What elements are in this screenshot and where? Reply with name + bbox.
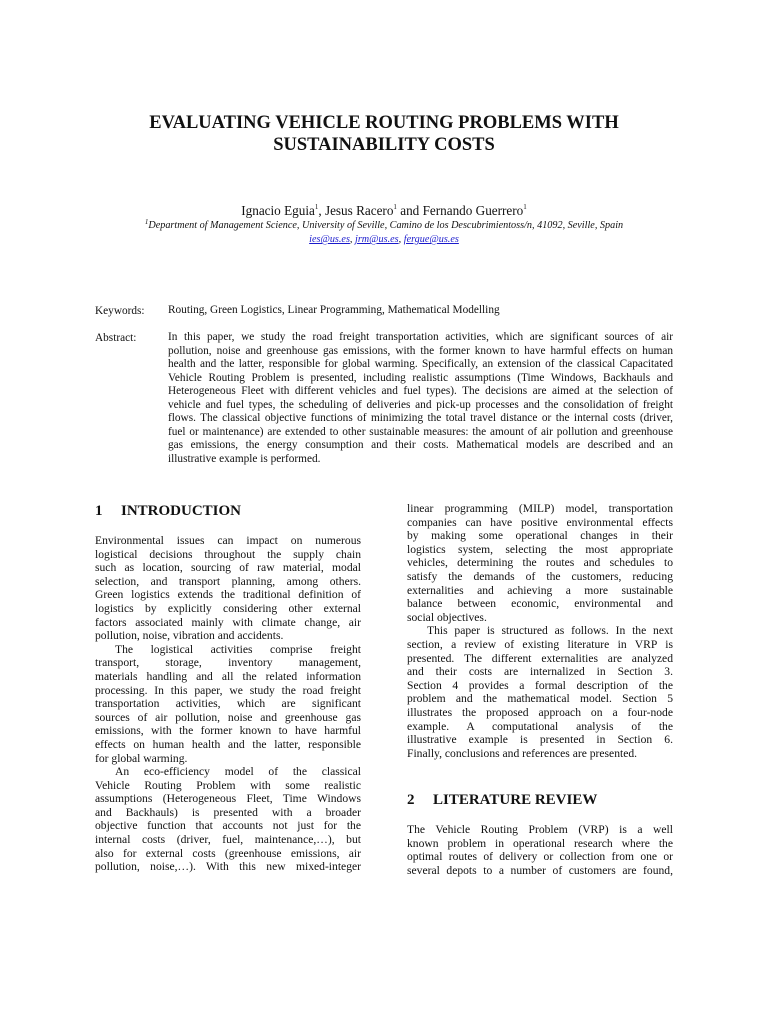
author-name: Jesus Racero — [324, 203, 394, 218]
author-separator: and — [396, 203, 423, 218]
text-line: assumptions (Heterogeneous Fleet, Time Windows — [95, 792, 361, 806]
email-link[interactable]: jrm@us.es — [355, 234, 399, 245]
text-line: and their costs are internalized in Section 3. — [407, 665, 673, 679]
text-line: Environmental issues can impact on numerous — [95, 534, 361, 547]
abstract-line: In this paper, we study the road freight transportation activities, which are significant sources of air — [168, 331, 673, 343]
text-line: satisfy the demands of the customers, reducing — [407, 569, 673, 583]
text-line: and Backhauls) is presented with a broader — [95, 805, 361, 819]
text-line: Vehicle Routing Problem with some realistic — [95, 778, 361, 792]
text-line: illustrates the proposed approach on a four-node — [407, 705, 673, 719]
text-line: presented. The different externalities are analyzed — [407, 651, 673, 665]
text-line: externalities and achieving a more sustainable — [407, 583, 673, 597]
text-line: factors associated mainly with climate change, air — [95, 615, 361, 629]
author-affil-mark: 1 — [393, 203, 397, 211]
author-affil-mark: 1 — [523, 203, 527, 211]
text-line: transport, storage, inventory management, — [95, 656, 361, 670]
text-line: selection, and transport planning, among others. — [95, 574, 361, 588]
section-heading-introduction — [95, 502, 241, 520]
literature-review-body — [407, 823, 673, 877]
text-line: pollution, noise,…). With this new mixed-integer — [95, 860, 361, 874]
text-line: logistics system, selecting the most appropriate — [407, 542, 673, 556]
author-name: Ignacio Eguia — [241, 203, 315, 218]
text-line: processing. In this paper, we study the road freight — [95, 683, 361, 697]
text-line: effects on human health and the latter, responsible — [95, 737, 361, 751]
text-line: known problem in operational research where the — [407, 836, 673, 850]
abstract-line: vehicle and fuel types, the scheduling of deliveries and pick-up processes and the consolidation of freight — [168, 398, 673, 411]
keywords-text: Routing, Green Logistics, Linear Programming, Mathematical Modelling — [168, 304, 500, 316]
text-line: also for external costs (greenhouse emissions, air — [95, 846, 361, 860]
text-line: such as location, sourcing of raw material, modal — [95, 561, 361, 575]
text-line: internal costs (driver, fuel, maintenance,…), but — [95, 833, 361, 847]
text-line: balance between economic, environmental and — [407, 597, 673, 611]
affiliation — [0, 219, 768, 233]
title-line: EVALUATING VEHICLE ROUTING PROBLEMS WITH — [149, 113, 619, 133]
abstract-line: Vehicle Routing Problem is presented, including realistic assumptions (Time Windows, Backhauls and — [168, 371, 673, 384]
text-line: pollution, noise, vibration and accidents. — [95, 629, 284, 643]
text-line: This paper is structured as follows. In the next — [427, 624, 673, 638]
abstract-text — [168, 331, 673, 466]
abstract-line: pollution, noise and greenhouse gas emissions, with the former known to have harmful effects on human — [168, 344, 673, 357]
text-line: vehicles, determining the routes and schedules to — [407, 556, 673, 570]
author-separator: , — [318, 203, 325, 218]
section-heading-literature-review — [407, 791, 597, 809]
email-list — [0, 233, 768, 247]
paper-title — [0, 112, 768, 156]
abstract-line: illustrative example is performed. — [168, 452, 321, 465]
affiliation-mark: 1 — [144, 218, 149, 226]
section-title: LITERATURE REVIEW — [433, 792, 598, 808]
email-separator: , — [398, 234, 404, 245]
title-line: SUSTAINABILITY COSTS — [273, 135, 495, 155]
text-line: Finally, conclusions and references are presented. — [407, 746, 638, 760]
text-line: Section 4 provides a formal description of the — [407, 678, 673, 692]
section-number: 2 — [407, 792, 415, 808]
text-line: social objectives. — [407, 610, 487, 624]
text-line: logistics by explicitly considering other external — [95, 601, 361, 615]
text-line: by making some operational changes in their — [407, 529, 673, 543]
text-line: Green logistics extends the traditional definition of — [95, 588, 361, 602]
email-link[interactable]: ies@us.es — [309, 234, 350, 245]
affiliation-text: Department of Management Science, University of Seville, Camino de los Descubrimientoss/n, 41092, Seville, Spain — [148, 220, 624, 231]
abstract-line: health and the latter, responsible for global warming. Specifically, an extension of the classical Capacitated — [168, 358, 673, 370]
text-line: logistical decisions throughout the supply chain — [95, 547, 361, 561]
text-line: emissions, with the former known to have harmful — [95, 724, 361, 738]
introduction-body — [95, 534, 361, 874]
text-line: materials handling and all the related information — [95, 669, 361, 683]
author-name: Fernando Guerrero — [422, 203, 524, 218]
text-line: companies can have positive environmental effects — [407, 515, 673, 529]
text-line: several depots to a number of customers are found, — [407, 863, 673, 877]
section-title: INTRODUCTION — [121, 503, 242, 519]
abstract-line: fuel or maintenance) are extended to other sustainable measures: the amount of air pollution and greenhouse — [168, 425, 673, 438]
text-line: for global warming. — [95, 751, 188, 765]
text-line: sources of air pollution, noise and greenhouse gas — [95, 710, 361, 724]
text-line: illustrative example is presented in Section 6. — [407, 733, 673, 747]
text-line: linear programming (MILP) model, transportation — [407, 502, 673, 515]
text-line: section, a review of existing literature in VRP is — [407, 637, 673, 651]
text-line: The logistical activities comprise freight — [115, 642, 361, 656]
text-line: transportation activities, which are significant — [95, 697, 361, 711]
introduction-body-continued — [407, 502, 673, 760]
text-line: An eco-efficiency model of the classical — [115, 765, 361, 779]
keywords-label: Keywords: — [95, 305, 145, 317]
text-line: objective function that accounts not just for the — [95, 819, 361, 833]
email-separator: , — [349, 234, 356, 245]
text-line: optimal routes of delivery or collection from one or — [407, 850, 673, 864]
abstract-line: gas emissions, the energy consumption and their costs. Mathematical models are described and an — [168, 439, 673, 451]
text-line: example. A computational analysis of the — [407, 719, 673, 733]
abstract-line: Heterogeneous Fleet with different vehicles and fuel types). The decisions are aimed at the selection of — [168, 385, 673, 397]
text-line: problem and the mathematical model. Section 5 — [407, 692, 673, 706]
author-list — [0, 203, 768, 219]
section-number: 1 — [95, 503, 103, 519]
author-affil-mark: 1 — [314, 203, 319, 211]
abstract-line: flows. The classical objective functions of minimizing the total travel distance or the internal costs (driver, — [168, 412, 673, 424]
abstract-label: Abstract: — [95, 332, 137, 344]
text-line: The Vehicle Routing Problem (VRP) is a well — [407, 823, 673, 836]
email-link[interactable]: fergue@us.es — [403, 234, 459, 245]
